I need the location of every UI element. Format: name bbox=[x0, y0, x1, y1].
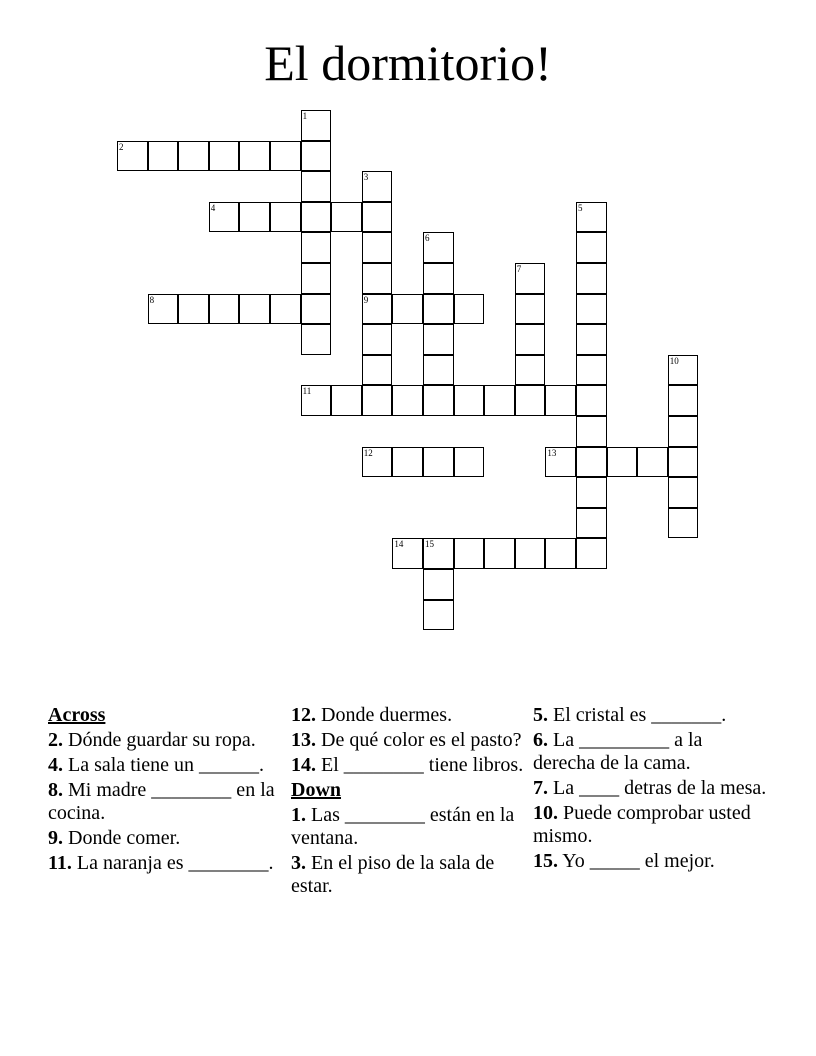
clue-across-2 bbox=[48, 729, 283, 752]
grid-cell[interactable] bbox=[148, 141, 179, 172]
clue-down-1 bbox=[291, 804, 526, 850]
grid-cell[interactable] bbox=[239, 294, 270, 325]
grid-cell[interactable] bbox=[301, 385, 332, 416]
clue-down-5 bbox=[533, 704, 768, 727]
grid-cell[interactable] bbox=[148, 294, 179, 325]
clue-text: Mi madre ________ en la cocina. bbox=[48, 779, 275, 824]
grid-cell[interactable] bbox=[362, 202, 393, 233]
grid-cell[interactable] bbox=[209, 202, 240, 233]
grid-cell[interactable] bbox=[423, 263, 454, 294]
grid-cell[interactable] bbox=[423, 232, 454, 263]
clue-number: 15. bbox=[533, 850, 558, 872]
clue-number: 1. bbox=[291, 804, 306, 826]
down-heading: Down bbox=[291, 779, 342, 801]
clue-number: 2. bbox=[48, 729, 63, 751]
grid-cell[interactable] bbox=[423, 569, 454, 600]
clue-down-6 bbox=[533, 729, 768, 775]
grid-cell[interactable] bbox=[545, 447, 576, 478]
clue-text: La sala tiene un ______. bbox=[68, 754, 265, 776]
grid-cell[interactable] bbox=[301, 232, 332, 263]
grid-cell[interactable] bbox=[331, 202, 362, 233]
cell-number: 7 bbox=[516, 264, 522, 274]
clue-column-3 bbox=[533, 704, 768, 875]
grid-cell[interactable] bbox=[301, 110, 332, 141]
clue-across-9 bbox=[48, 827, 283, 850]
clue-text: La naranja es ________. bbox=[76, 852, 274, 874]
grid-cell[interactable] bbox=[484, 538, 515, 569]
grid-cell[interactable] bbox=[515, 538, 546, 569]
grid-cell[interactable] bbox=[209, 294, 240, 325]
grid-cell[interactable] bbox=[576, 263, 607, 294]
grid-cell[interactable] bbox=[270, 294, 301, 325]
grid-cell[interactable] bbox=[362, 355, 393, 386]
grid-cell[interactable] bbox=[545, 385, 576, 416]
grid-cell[interactable] bbox=[576, 538, 607, 569]
grid-cell[interactable] bbox=[423, 355, 454, 386]
clue-number: 12. bbox=[291, 704, 316, 726]
clue-across-13 bbox=[291, 729, 526, 752]
grid-cell[interactable] bbox=[362, 232, 393, 263]
grid-cell[interactable] bbox=[423, 600, 454, 631]
cell-number: 14 bbox=[394, 539, 404, 550]
grid-cell[interactable] bbox=[423, 447, 454, 478]
clue-number: 13. bbox=[291, 729, 316, 751]
clue-text: De qué color es el pasto? bbox=[321, 729, 522, 751]
clue-number: 11. bbox=[48, 852, 72, 874]
clue-number: 14. bbox=[291, 754, 316, 776]
grid-cell[interactable] bbox=[362, 294, 393, 325]
grid-cell[interactable] bbox=[362, 385, 393, 416]
grid-cell[interactable] bbox=[423, 538, 454, 569]
clue-number: 6. bbox=[533, 729, 548, 751]
clue-text: Donde duermes. bbox=[321, 704, 453, 726]
clue-column-2 bbox=[291, 704, 526, 900]
clue-number: 8. bbox=[48, 779, 63, 801]
grid-cell[interactable] bbox=[362, 447, 393, 478]
clue-number: 10. bbox=[533, 802, 558, 824]
grid-cell[interactable] bbox=[668, 508, 699, 539]
grid-cell[interactable] bbox=[576, 202, 607, 233]
grid-cell[interactable] bbox=[576, 324, 607, 355]
grid-cell[interactable] bbox=[301, 171, 332, 202]
grid-cell[interactable] bbox=[178, 141, 209, 172]
grid-cell[interactable] bbox=[576, 385, 607, 416]
cell-number: 10 bbox=[669, 355, 679, 366]
clue-text: Puede comprobar usted mismo. bbox=[533, 802, 751, 847]
cell-number: 1 bbox=[302, 111, 308, 121]
grid-cell[interactable] bbox=[209, 141, 240, 172]
clue-text: La _________ a la derecha de la cama. bbox=[533, 729, 703, 774]
clue-number: 5. bbox=[533, 704, 548, 726]
grid-cell[interactable] bbox=[454, 385, 485, 416]
grid-cell[interactable] bbox=[301, 202, 332, 233]
grid-cell[interactable] bbox=[270, 202, 301, 233]
cell-number: 13 bbox=[547, 447, 557, 458]
cell-number: 8 bbox=[149, 294, 155, 305]
clue-down-15 bbox=[533, 850, 768, 873]
grid-cell[interactable] bbox=[423, 385, 454, 416]
grid-cell[interactable] bbox=[607, 447, 638, 478]
grid-cell[interactable] bbox=[545, 538, 576, 569]
clue-text: En el piso de la sala de estar. bbox=[291, 852, 495, 897]
grid-cell[interactable] bbox=[454, 447, 485, 478]
cell-number: 11 bbox=[302, 386, 312, 397]
grid-cell[interactable] bbox=[668, 385, 699, 416]
grid-cell[interactable] bbox=[515, 263, 546, 294]
clue-number: 7. bbox=[533, 777, 548, 799]
grid-cell[interactable] bbox=[515, 324, 546, 355]
grid-cell[interactable] bbox=[576, 508, 607, 539]
clue-down-10 bbox=[533, 802, 768, 848]
grid-cell[interactable] bbox=[576, 477, 607, 508]
grid-cell[interactable] bbox=[117, 141, 148, 172]
grid-cell[interactable] bbox=[668, 416, 699, 447]
grid-cell[interactable] bbox=[362, 263, 393, 294]
grid-cell[interactable] bbox=[392, 294, 423, 325]
cell-number: 15 bbox=[425, 539, 434, 550]
grid-cell[interactable] bbox=[515, 355, 546, 386]
grid-cell[interactable] bbox=[301, 294, 332, 325]
cell-number: 5 bbox=[578, 202, 583, 213]
grid-cell[interactable] bbox=[362, 171, 393, 202]
cell-number: 4 bbox=[210, 202, 216, 213]
grid-cell[interactable] bbox=[331, 385, 362, 416]
grid-cell[interactable] bbox=[423, 324, 454, 355]
clue-across-12 bbox=[291, 704, 526, 727]
grid-cell[interactable] bbox=[454, 294, 485, 325]
grid-cell[interactable] bbox=[484, 385, 515, 416]
grid-cell[interactable] bbox=[454, 538, 485, 569]
clue-across-8 bbox=[48, 779, 283, 825]
clue-across-4 bbox=[48, 754, 283, 777]
cell-number: 2 bbox=[119, 141, 124, 152]
grid-cell[interactable] bbox=[392, 538, 423, 569]
clue-number: 3. bbox=[291, 852, 306, 874]
clue-text: Yo _____ el mejor. bbox=[562, 850, 715, 872]
grid-cell[interactable] bbox=[362, 324, 393, 355]
clue-text: El cristal es _______. bbox=[553, 704, 727, 726]
grid-cell[interactable] bbox=[239, 141, 270, 172]
grid-cell[interactable] bbox=[515, 385, 546, 416]
grid-cell[interactable] bbox=[668, 355, 699, 386]
page-title: El dormitorio! bbox=[264, 35, 552, 91]
cell-number: 6 bbox=[425, 233, 430, 244]
grid-cell[interactable] bbox=[178, 294, 209, 325]
clue-text: Donde comer. bbox=[68, 827, 181, 849]
grid-cell[interactable] bbox=[239, 202, 270, 233]
grid-cell[interactable] bbox=[392, 447, 423, 478]
cell-number: 3 bbox=[363, 172, 369, 183]
grid-cell[interactable] bbox=[668, 477, 699, 508]
grid-cell[interactable] bbox=[301, 141, 332, 172]
clue-across-11 bbox=[48, 852, 283, 875]
grid-cell[interactable] bbox=[301, 263, 332, 294]
clue-text: La ____ detras de la mesa. bbox=[553, 777, 767, 799]
clue-column-1 bbox=[48, 704, 283, 877]
clue-down-3 bbox=[291, 852, 526, 898]
grid-cell[interactable] bbox=[301, 324, 332, 355]
grid-cell[interactable] bbox=[392, 385, 423, 416]
cell-number: 12 bbox=[363, 447, 373, 458]
clue-text: Dónde guardar su ropa. bbox=[68, 729, 256, 751]
grid-cell[interactable] bbox=[576, 447, 607, 478]
clue-text: Las ________ están en la ventana. bbox=[291, 804, 515, 849]
grid-cell[interactable] bbox=[637, 447, 668, 478]
grid-cell[interactable] bbox=[576, 416, 607, 447]
grid-cell[interactable] bbox=[423, 294, 454, 325]
clue-number: 4. bbox=[48, 754, 63, 776]
across-heading: Across bbox=[48, 704, 106, 726]
clue-across-14 bbox=[291, 754, 526, 777]
grid-cell[interactable] bbox=[576, 294, 607, 325]
clue-number: 9. bbox=[48, 827, 63, 849]
grid-cell[interactable] bbox=[270, 141, 301, 172]
grid-cell[interactable] bbox=[668, 447, 699, 478]
grid-cell[interactable] bbox=[576, 355, 607, 386]
clue-down-7 bbox=[533, 777, 768, 800]
cell-number: 9 bbox=[363, 294, 369, 305]
clue-text: El ________ tiene libros. bbox=[321, 754, 524, 776]
grid-cell[interactable] bbox=[515, 294, 546, 325]
grid-cell[interactable] bbox=[576, 232, 607, 263]
